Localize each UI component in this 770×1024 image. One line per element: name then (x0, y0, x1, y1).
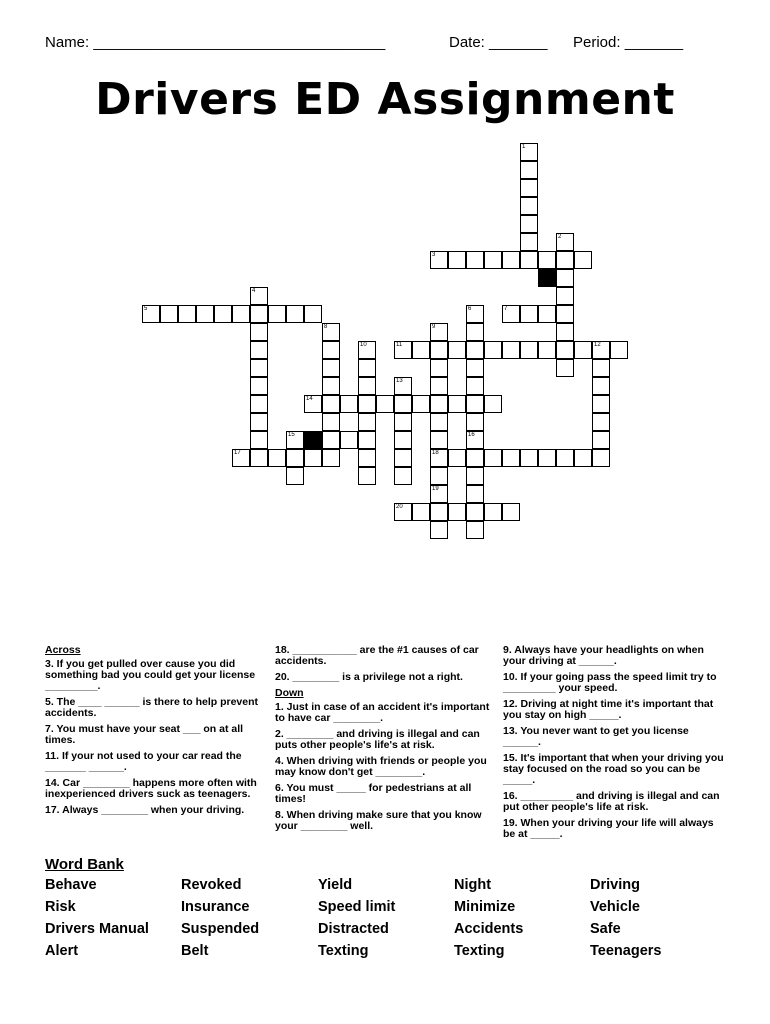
clue-text: ________ is a privilege not a right. (289, 671, 463, 683)
clue-number: 17. (45, 804, 60, 816)
clue-number: 20. (275, 671, 290, 683)
word-bank-word: Alert (45, 943, 79, 959)
word-bank-word: Revoked (181, 877, 242, 893)
crossword-cell[interactable] (466, 305, 484, 323)
crossword-cell[interactable] (466, 449, 484, 467)
crossword-cell[interactable] (286, 305, 304, 323)
crossword-cell[interactable] (448, 395, 466, 413)
clue-text: The ____ ______ is there to help prevent accidents. (45, 696, 259, 719)
crossword-cell[interactable] (250, 287, 268, 305)
word-bank-word: Texting (318, 943, 369, 959)
clue (503, 672, 728, 694)
crossword-cell[interactable] (448, 503, 466, 521)
crossword-cell[interactable] (538, 449, 556, 467)
clue-text: ________ and driving is illegal and can puts other people's life's at risk. (275, 728, 480, 751)
clue-number: 17 (234, 450, 241, 456)
crossword-cell[interactable] (394, 395, 412, 413)
crossword-cell[interactable] (358, 431, 376, 449)
crossword-cell[interactable] (466, 377, 484, 395)
clue-text: You must _____ for pedestrians at all times! (275, 782, 472, 805)
crossword-cell[interactable] (322, 323, 340, 341)
clue-number: 16 (468, 432, 475, 438)
crossword-cell[interactable] (358, 341, 376, 359)
word-bank-word: Night (454, 877, 492, 893)
crossword-cell[interactable] (394, 341, 412, 359)
clue (45, 724, 265, 746)
crossword-cell[interactable] (502, 503, 520, 521)
clue-number: 18. (275, 644, 290, 656)
clue-number: 16. (503, 790, 518, 802)
crossword-cell[interactable] (556, 269, 574, 287)
clue (45, 697, 265, 719)
date-field[interactable]: Date: _______ (449, 34, 548, 51)
crossword-cell[interactable] (268, 449, 286, 467)
crossword-cell[interactable] (520, 179, 538, 197)
clue-text: Just in case of an accident it's important to have car ________. (275, 701, 490, 724)
clue (275, 645, 493, 667)
crossword-cell[interactable] (592, 359, 610, 377)
crossword-cell[interactable] (430, 251, 448, 269)
crossword-cell[interactable] (322, 449, 340, 467)
crossword-cell[interactable] (430, 323, 448, 341)
crossword-cell[interactable] (430, 521, 448, 539)
clue-number: 1. (275, 701, 284, 713)
crossword-cell[interactable] (358, 467, 376, 485)
clue-number: 18 (432, 450, 439, 456)
word-bank-title: Word Bank (45, 856, 124, 873)
crossword-cell[interactable] (556, 305, 574, 323)
crossword-cell[interactable] (250, 341, 268, 359)
crossword-cell[interactable] (592, 377, 610, 395)
clue-number: 6. (275, 782, 284, 794)
clue-number: 1 (522, 144, 526, 150)
clue-text: You never want to get you license ______. (503, 725, 689, 748)
clue (275, 702, 493, 724)
word-bank-word: Safe (590, 921, 621, 937)
word-bank-word: Texting (454, 943, 505, 959)
crossword-cell[interactable] (574, 251, 592, 269)
clue (275, 783, 493, 805)
crossword-cell[interactable] (556, 233, 574, 251)
word-bank-word: Insurance (181, 899, 250, 915)
word-bank-word: Teenagers (590, 943, 662, 959)
clue-number: 3 (432, 252, 436, 258)
crossword-cell[interactable] (556, 341, 574, 359)
clue-text: ___________ are the #1 causes of car accidents. (275, 644, 479, 667)
crossword-cell[interactable] (538, 305, 556, 323)
clue-number: 14. (45, 777, 60, 789)
crossword-cell[interactable] (466, 431, 484, 449)
crossword-cell[interactable] (484, 251, 502, 269)
clue-text: It's important that when your driving you stay focused on the road so you can be _____. (503, 752, 724, 786)
clue-text: _________ and driving is illegal and can put other people's life at risk. (503, 790, 720, 813)
clue-number: 2 (558, 234, 562, 240)
clue-text: If your not used to your car read the _______ ______. (45, 750, 242, 773)
clue-text: Car ________ happens more often with inexperienced drivers suck as teenagers. (45, 777, 257, 800)
crossword-cell[interactable] (268, 305, 286, 323)
clue (503, 818, 728, 840)
crossword-cell[interactable] (250, 305, 268, 323)
clue-text: Driving at night time it's important that you stay on high _____. (503, 698, 714, 721)
crossword-cell[interactable] (430, 395, 448, 413)
clue (45, 659, 265, 692)
crossword-cell[interactable] (484, 341, 502, 359)
crossword-cell[interactable] (232, 449, 250, 467)
across-heading: Across (45, 644, 81, 656)
clue-number: 9 (432, 324, 436, 330)
crossword-cell[interactable] (160, 305, 178, 323)
clue-number: 13 (396, 378, 403, 384)
clue-number: 3. (45, 658, 54, 670)
word-bank-word: Minimize (454, 899, 516, 915)
clue-number: 9. (503, 644, 512, 656)
word-bank-word: Yield (318, 877, 353, 893)
crossword-cell[interactable] (466, 521, 484, 539)
crossword-cell[interactable] (394, 377, 412, 395)
crossword-cell[interactable] (592, 413, 610, 431)
clue (503, 645, 728, 667)
crossword-cell[interactable] (466, 413, 484, 431)
crossword-cell[interactable] (520, 251, 538, 269)
clue-text: If you get pulled over cause you did something bad you could get your license _________. (45, 658, 256, 692)
crossword-cell[interactable] (214, 305, 232, 323)
clue-number: 11 (396, 342, 403, 348)
crossword-cell[interactable] (358, 413, 376, 431)
crossword-cell[interactable] (502, 449, 520, 467)
crossword-cell[interactable] (250, 359, 268, 377)
clue (45, 778, 265, 800)
crossword-cell[interactable] (394, 503, 412, 521)
crossword-cell[interactable] (466, 359, 484, 377)
clue-number: 4 (252, 288, 256, 294)
crossword-cell[interactable] (520, 161, 538, 179)
crossword-black-cell (304, 431, 322, 449)
crossword-cell[interactable] (322, 359, 340, 377)
word-bank-word: Driving (590, 877, 640, 893)
crossword-cell[interactable] (358, 395, 376, 413)
crossword-cell[interactable] (304, 449, 322, 467)
crossword-cell[interactable] (610, 341, 628, 359)
crossword-cell[interactable] (556, 449, 574, 467)
crossword-cell[interactable] (520, 215, 538, 233)
crossword-black-cell (538, 269, 556, 287)
crossword-cell[interactable] (322, 395, 340, 413)
page-title: Drivers ED Assignment (95, 74, 675, 125)
name-field[interactable]: Name: ___________________________________ (45, 34, 386, 51)
crossword-cell[interactable] (430, 413, 448, 431)
clue (275, 756, 493, 778)
clue-text: When your driving your life will always be at _____. (503, 817, 714, 840)
crossword-cell[interactable] (592, 341, 610, 359)
crossword-cell[interactable] (178, 305, 196, 323)
crossword-cell[interactable] (520, 143, 538, 161)
clue (45, 751, 265, 773)
crossword-cell[interactable] (574, 341, 592, 359)
clue (503, 753, 728, 786)
clue-text: You must have your seat ___ on at all times. (45, 723, 244, 746)
crossword-cell[interactable] (484, 503, 502, 521)
clue-number: 15. (503, 752, 518, 764)
crossword-cell[interactable] (466, 467, 484, 485)
clue (503, 791, 728, 813)
crossword-cell[interactable] (322, 377, 340, 395)
clue (503, 726, 728, 748)
crossword-cell[interactable] (592, 449, 610, 467)
crossword-cell[interactable] (574, 449, 592, 467)
clue (275, 729, 493, 751)
crossword-cell[interactable] (520, 305, 538, 323)
crossword-cell[interactable] (466, 503, 484, 521)
clues-column-2 (275, 645, 493, 837)
crossword-cell[interactable] (358, 359, 376, 377)
clue-number: 11. (45, 750, 60, 762)
crossword-cell[interactable] (430, 449, 448, 467)
crossword-cell[interactable] (502, 341, 520, 359)
clues-column-1 (45, 645, 265, 821)
word-bank-word: Suspended (181, 921, 260, 937)
clue-number: 19 (432, 486, 439, 492)
clue (275, 672, 493, 683)
crossword-cell[interactable] (466, 485, 484, 503)
crossword-cell[interactable] (232, 305, 250, 323)
clue-number: 5 (144, 306, 148, 312)
clue-text: Always ________ when your driving. (59, 804, 245, 816)
crossword-cell[interactable] (466, 341, 484, 359)
crossword-cell[interactable] (286, 449, 304, 467)
clue (275, 810, 493, 832)
crossword-cell[interactable] (484, 449, 502, 467)
clue-number: 7. (45, 723, 54, 735)
crossword-cell[interactable] (466, 251, 484, 269)
crossword-cell[interactable] (484, 395, 502, 413)
crossword-cell[interactable] (448, 251, 466, 269)
clue-number: 14 (306, 396, 313, 402)
clue-number: 12 (594, 342, 601, 348)
clue-number: 13. (503, 725, 518, 737)
crossword-cell[interactable] (286, 467, 304, 485)
down-heading: Down (275, 687, 304, 699)
crossword-cell[interactable] (430, 431, 448, 449)
word-bank-word: Accidents (454, 921, 524, 937)
clue-number: 6 (468, 306, 472, 312)
crossword-cell[interactable] (430, 341, 448, 359)
crossword-cell[interactable] (250, 323, 268, 341)
crossword-cell[interactable] (556, 251, 574, 269)
crossword-cell[interactable] (556, 323, 574, 341)
crossword-cell[interactable] (538, 341, 556, 359)
crossword-cell[interactable] (430, 503, 448, 521)
clue-text: Always have your headlights on when your driving at ______. (503, 644, 704, 667)
clue-text: If your going pass the speed limit try to _________ your speed. (503, 671, 717, 694)
word-bank-word: Belt (181, 943, 209, 959)
crossword-cell[interactable] (322, 431, 340, 449)
clue-number: 20 (396, 504, 403, 510)
crossword-cell[interactable] (358, 377, 376, 395)
clue-number: 4. (275, 755, 284, 767)
word-bank-word: Drivers Manual (45, 921, 149, 937)
crossword-cell[interactable] (520, 341, 538, 359)
crossword-cell[interactable] (520, 197, 538, 215)
crossword-cell[interactable] (394, 449, 412, 467)
clue-number: 10. (503, 671, 518, 683)
clue-number: 10 (360, 342, 367, 348)
crossword-cell[interactable] (430, 467, 448, 485)
clue-number: 2. (275, 728, 284, 740)
crossword-cell[interactable] (412, 395, 430, 413)
crossword-cell[interactable] (250, 431, 268, 449)
clue (45, 805, 265, 816)
clue-number: 8 (324, 324, 328, 330)
crossword-cell[interactable] (142, 305, 160, 323)
crossword-cell[interactable] (538, 251, 556, 269)
crossword-cell[interactable] (376, 395, 394, 413)
crossword-cell[interactable] (340, 395, 358, 413)
crossword-cell[interactable] (394, 413, 412, 431)
crossword-cell[interactable] (448, 341, 466, 359)
clue-text: When driving make sure that you know your ________ well. (275, 809, 482, 832)
clue-number: 12. (503, 698, 518, 710)
clues-column-3 (503, 645, 728, 845)
crossword-cell[interactable] (466, 323, 484, 341)
word-bank-word: Vehicle (590, 899, 640, 915)
crossword-cell[interactable] (394, 467, 412, 485)
word-bank-word: Behave (45, 877, 97, 893)
crossword-cell[interactable] (322, 341, 340, 359)
crossword-cell[interactable] (520, 449, 538, 467)
crossword-cell[interactable] (286, 431, 304, 449)
clue-number: 5. (45, 696, 54, 708)
crossword-cell[interactable] (430, 359, 448, 377)
crossword-cell[interactable] (340, 431, 358, 449)
crossword-cell[interactable] (250, 413, 268, 431)
crossword-cell[interactable] (250, 449, 268, 467)
crossword-cell[interactable] (322, 413, 340, 431)
crossword-cell[interactable] (448, 449, 466, 467)
word-bank-word: Speed limit (318, 899, 396, 915)
clue-number: 8. (275, 809, 284, 821)
crossword-cell[interactable] (592, 395, 610, 413)
crossword-cell[interactable] (304, 305, 322, 323)
period-field[interactable]: Period: _______ (573, 34, 684, 51)
crossword-cell[interactable] (358, 449, 376, 467)
crossword-cell[interactable] (502, 251, 520, 269)
crossword-cell[interactable] (394, 431, 412, 449)
crossword-cell[interactable] (430, 377, 448, 395)
crossword-cell[interactable] (592, 431, 610, 449)
word-bank-word: Distracted (318, 921, 389, 937)
word-bank-word: Risk (45, 899, 76, 915)
crossword-cell[interactable] (196, 305, 214, 323)
clue-text: When driving with friends or people you may know don't get ________. (275, 755, 487, 778)
crossword-cell[interactable] (520, 233, 538, 251)
clue-number: 19. (503, 817, 518, 829)
crossword-cell[interactable] (502, 305, 520, 323)
crossword-cell[interactable] (304, 395, 322, 413)
crossword-cell[interactable] (556, 287, 574, 305)
crossword-cell[interactable] (412, 503, 430, 521)
crossword-cell[interactable] (250, 377, 268, 395)
crossword-cell[interactable] (556, 359, 574, 377)
clue-number: 7 (504, 306, 508, 312)
clue-number: 15 (288, 432, 295, 438)
crossword-cell[interactable] (430, 485, 448, 503)
crossword-cell[interactable] (250, 395, 268, 413)
clue (503, 699, 728, 721)
crossword-cell[interactable] (412, 341, 430, 359)
crossword-cell[interactable] (466, 395, 484, 413)
